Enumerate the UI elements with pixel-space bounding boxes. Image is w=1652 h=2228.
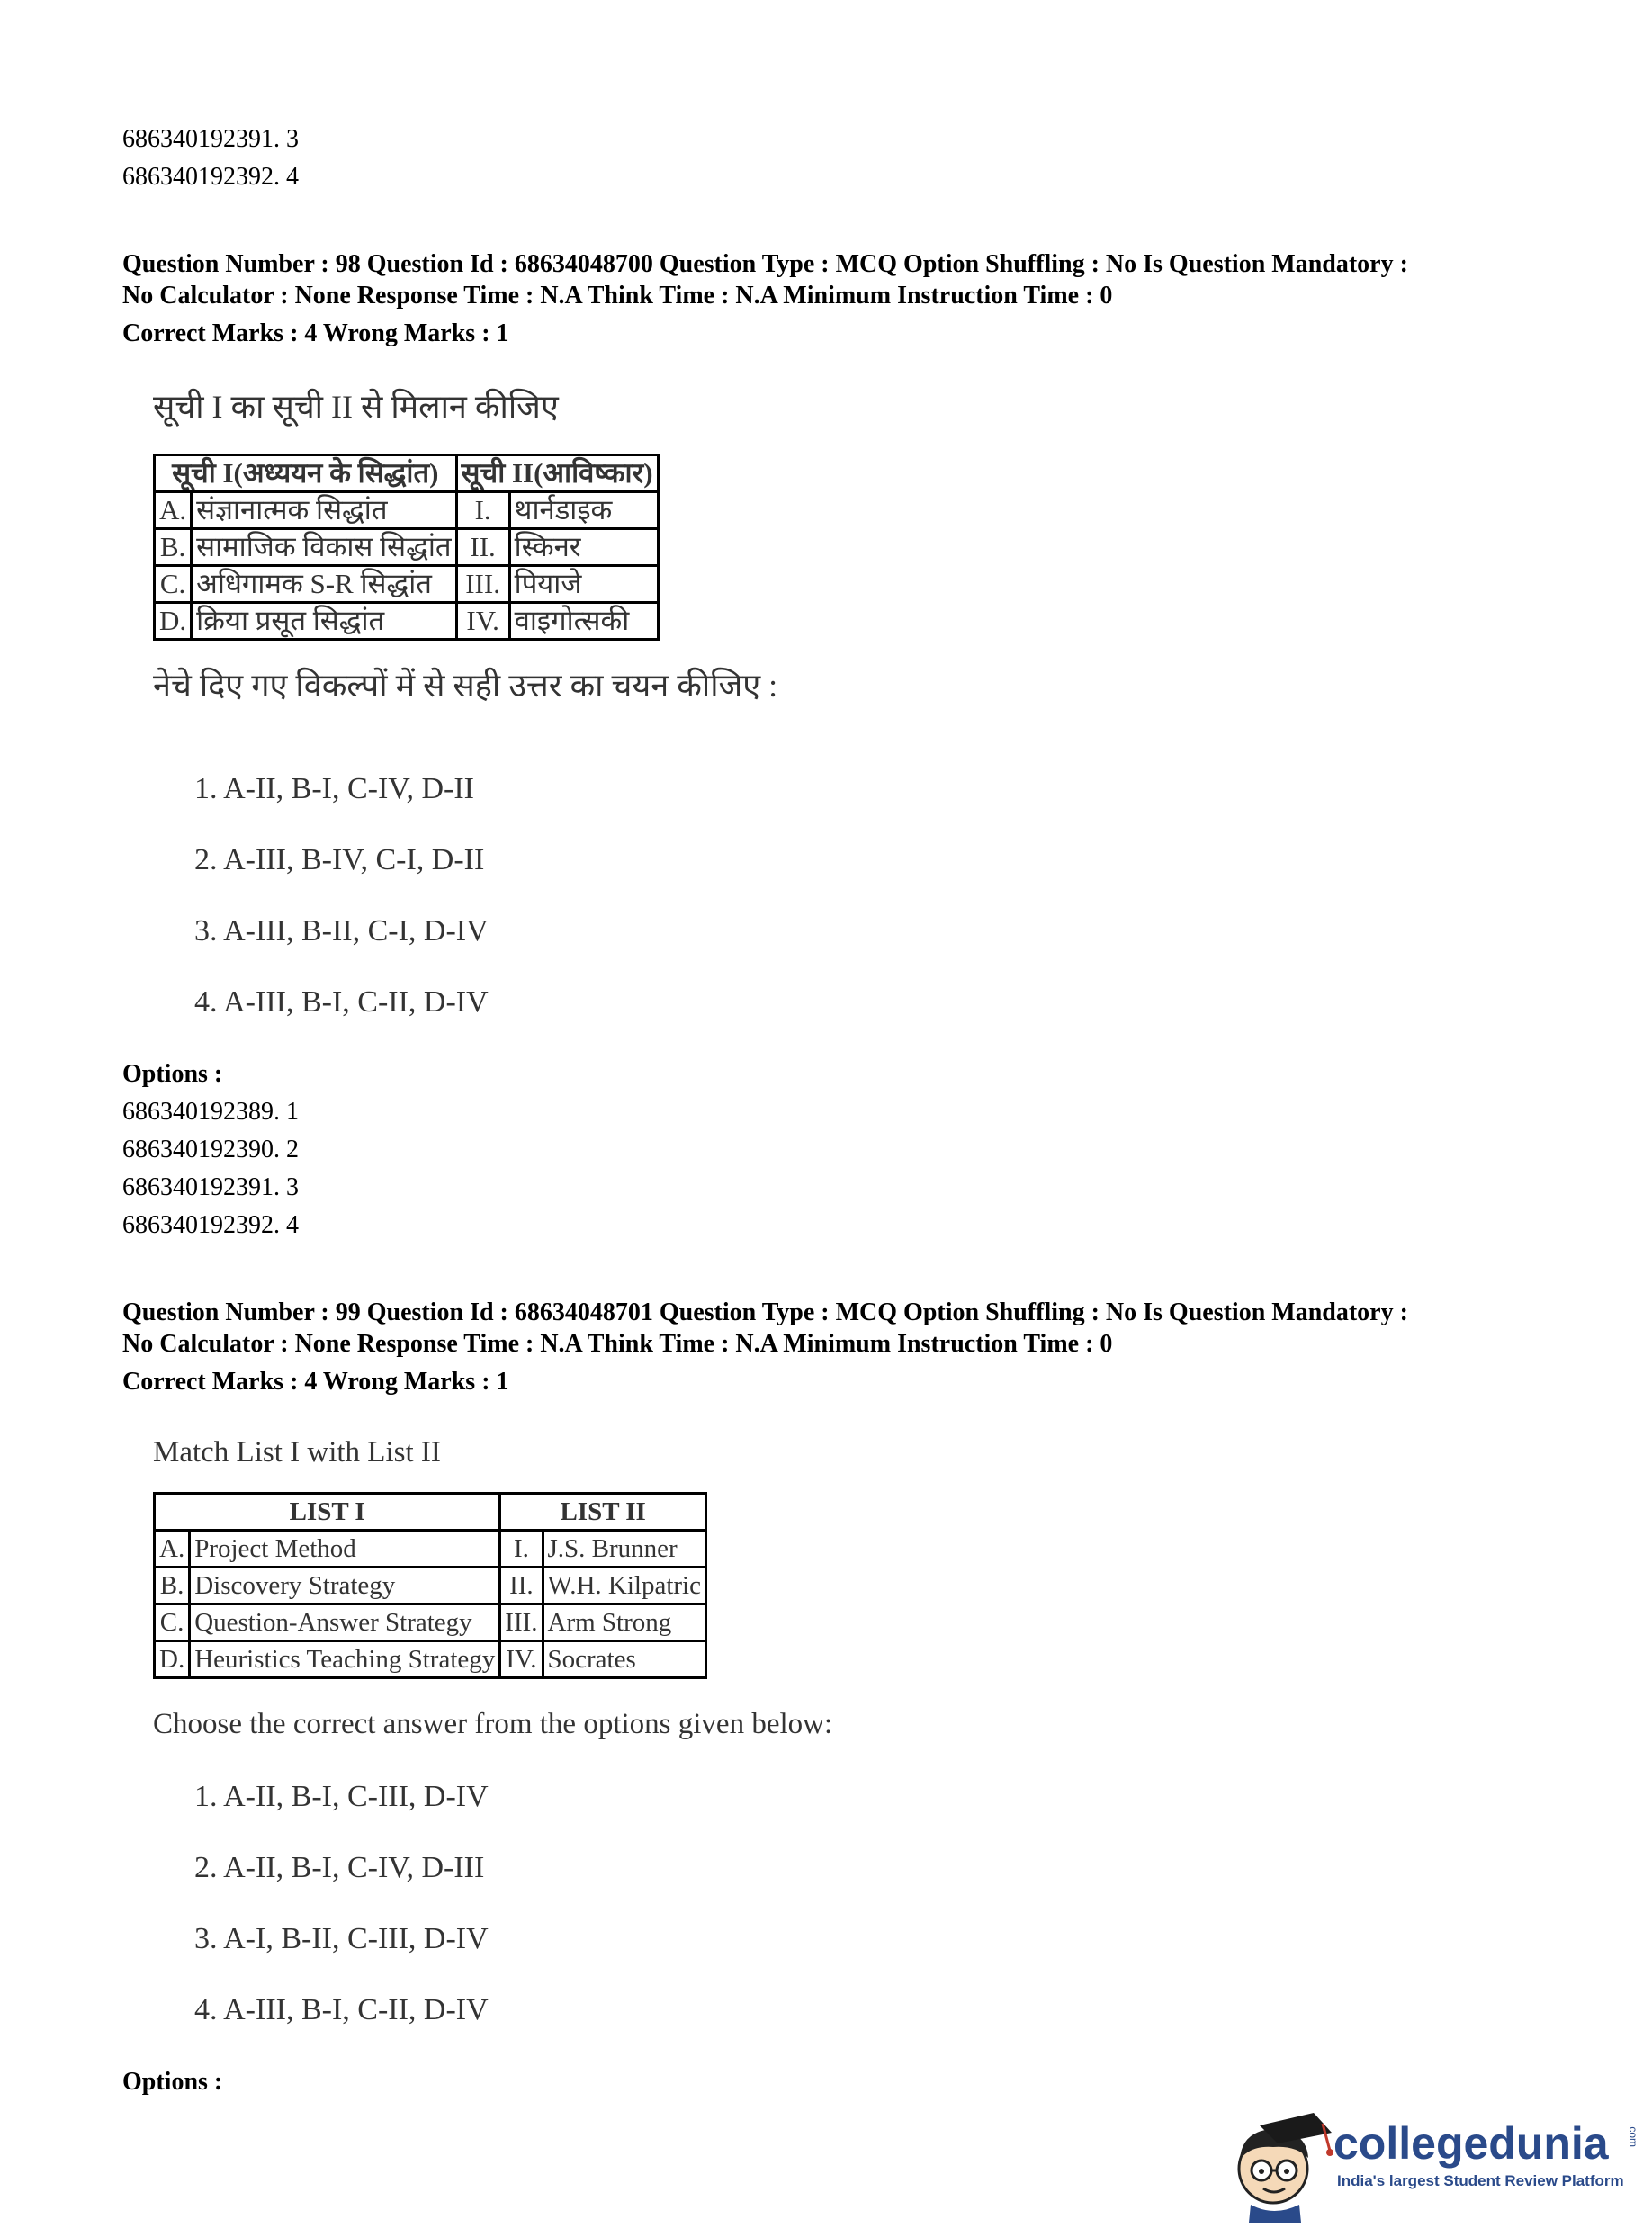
- q99-meta-line1: Question Number : 99 Question Id : 68634048701 Question Type : MCQ Option Shuffling : No Is Question Mandatory :: [122, 1298, 1408, 1326]
- logo-suffix: .com: [1627, 2124, 1639, 2148]
- table-cell: D.: [155, 603, 192, 640]
- table-cell: II.: [456, 529, 509, 566]
- choice-item: 2. A-II, B-I, C-IV, D-III: [194, 1851, 485, 1884]
- option-line: 686340192389. 1: [122, 1098, 299, 1126]
- q98-options-label: Options :: [122, 1060, 223, 1088]
- table-row: [155, 1568, 706, 1604]
- q98-marks: Correct Marks : 4 Wrong Marks : 1: [122, 319, 509, 347]
- table-cell: I.: [500, 1531, 543, 1568]
- q99-meta-line2: No Calculator : None Response Time : N.A Think Time : N.A Minimum Instruction Time : 0: [122, 1330, 1113, 1358]
- logo-tagline: India's largest Student Review Platform: [1337, 2172, 1624, 2189]
- table-cell: सामाजिक विकास सिद्धांत: [192, 529, 456, 566]
- q98-instruction: नेचे दिए गए विकल्पों में से सही उत्तर का चयन कीजिए :: [153, 668, 778, 704]
- table-row: [155, 529, 659, 566]
- option-line: 686340192392. 4: [122, 1211, 299, 1239]
- option-line: 686340192390. 2: [122, 1136, 299, 1163]
- table-cell: D.: [155, 1641, 190, 1678]
- q99-choices: [194, 1779, 489, 2063]
- table-cell: A.: [155, 492, 192, 529]
- mascot-icon: [1224, 2106, 1341, 2223]
- table-cell: संज्ञानात्मक सिद्धांत: [192, 492, 456, 529]
- option-line: 686340192391. 3: [122, 125, 299, 153]
- q99-question-image: [153, 1433, 832, 1744]
- q99-instruction: Choose the correct answer from the options given below:: [153, 1708, 833, 1740]
- choice-item: 2. A-III, B-IV, C-I, D-II: [194, 843, 485, 876]
- table-header: सूची II(आविष्कार): [456, 455, 658, 492]
- q99-options-label: Options :: [122, 2068, 223, 2096]
- table-cell: Project Method: [190, 1531, 500, 1568]
- table-cell: IV.: [456, 603, 509, 640]
- choice-item: 4. A-III, B-I, C-II, D-IV: [194, 985, 489, 1019]
- q99-prompt: Match List I with List II: [153, 1436, 441, 1469]
- table-cell: पियाजे: [509, 566, 658, 603]
- table-row: [155, 1531, 706, 1568]
- table-cell: J.S. Brunner: [543, 1531, 705, 1568]
- table-cell: Arm Strong: [543, 1604, 705, 1641]
- q98-meta-line2: No Calculator : None Response Time : N.A Think Time : N.A Minimum Instruction Time : 0: [122, 282, 1113, 310]
- table-header: LIST I: [155, 1494, 500, 1531]
- table-row: [155, 492, 659, 529]
- table-cell: B.: [155, 529, 192, 566]
- choice-item: 3. A-III, B-II, C-I, D-IV: [194, 914, 489, 948]
- table-header: सूची I(अध्ययन के सिद्धांत): [155, 455, 457, 492]
- table-cell: W.H. Kilpatric: [543, 1568, 705, 1604]
- table-cell: IV.: [500, 1641, 543, 1678]
- table-cell: Discovery Strategy: [190, 1568, 500, 1604]
- choice-item: 3. A-I, B-II, C-III, D-IV: [194, 1922, 489, 1955]
- table-cell: C.: [155, 1604, 190, 1641]
- table-row: [155, 1604, 706, 1641]
- q99-marks: Correct Marks : 4 Wrong Marks : 1: [122, 1368, 509, 1396]
- table-row: [155, 1641, 706, 1678]
- table-cell: वाइगोत्सकी: [509, 603, 658, 640]
- table-row: [155, 566, 659, 603]
- collegedunia-logo: [1224, 2106, 1647, 2223]
- logo-wordmark: collegedunia: [1333, 2118, 1609, 2169]
- table-header: LIST II: [500, 1494, 706, 1531]
- table-cell: Socrates: [543, 1641, 705, 1678]
- choice-item: 1. A-II, B-I, C-IV, D-II: [194, 772, 474, 805]
- option-line: 686340192391. 3: [122, 1173, 299, 1201]
- table-cell: अधिगामक S-R सिद्धांत: [192, 566, 456, 603]
- table-cell: A.: [155, 1531, 190, 1568]
- table-cell: III.: [500, 1604, 543, 1641]
- table-cell: B.: [155, 1568, 190, 1604]
- table-cell: I.: [456, 492, 509, 529]
- table-cell: Heuristics Teaching Strategy: [190, 1641, 500, 1678]
- q98-choices: [194, 771, 489, 1056]
- q98-question-image: [153, 387, 777, 705]
- choice-item: 4. A-III, B-I, C-II, D-IV: [194, 1993, 489, 2026]
- choice-item: 1. A-II, B-I, C-III, D-IV: [194, 1780, 489, 1813]
- table-cell: II.: [500, 1568, 543, 1604]
- table-row: [155, 603, 659, 640]
- q98-meta-line1: Question Number : 98 Question Id : 68634048700 Question Type : MCQ Option Shuffling : No Is Question Mandatory :: [122, 250, 1408, 278]
- table-cell: C.: [155, 566, 192, 603]
- q98-prompt: सूची I का सूची II से मिलान कीजिए: [153, 389, 559, 425]
- table-cell: थार्नडाइक: [509, 492, 658, 529]
- table-cell: Question-Answer Strategy: [190, 1604, 500, 1641]
- q98-match-table: [153, 454, 660, 641]
- table-cell: क्रिया प्रसूत सिद्धांत: [192, 603, 456, 640]
- table-cell: स्किनर: [509, 529, 658, 566]
- option-line: 686340192392. 4: [122, 163, 299, 191]
- q99-match-table: [153, 1492, 707, 1679]
- table-cell: III.: [456, 566, 509, 603]
